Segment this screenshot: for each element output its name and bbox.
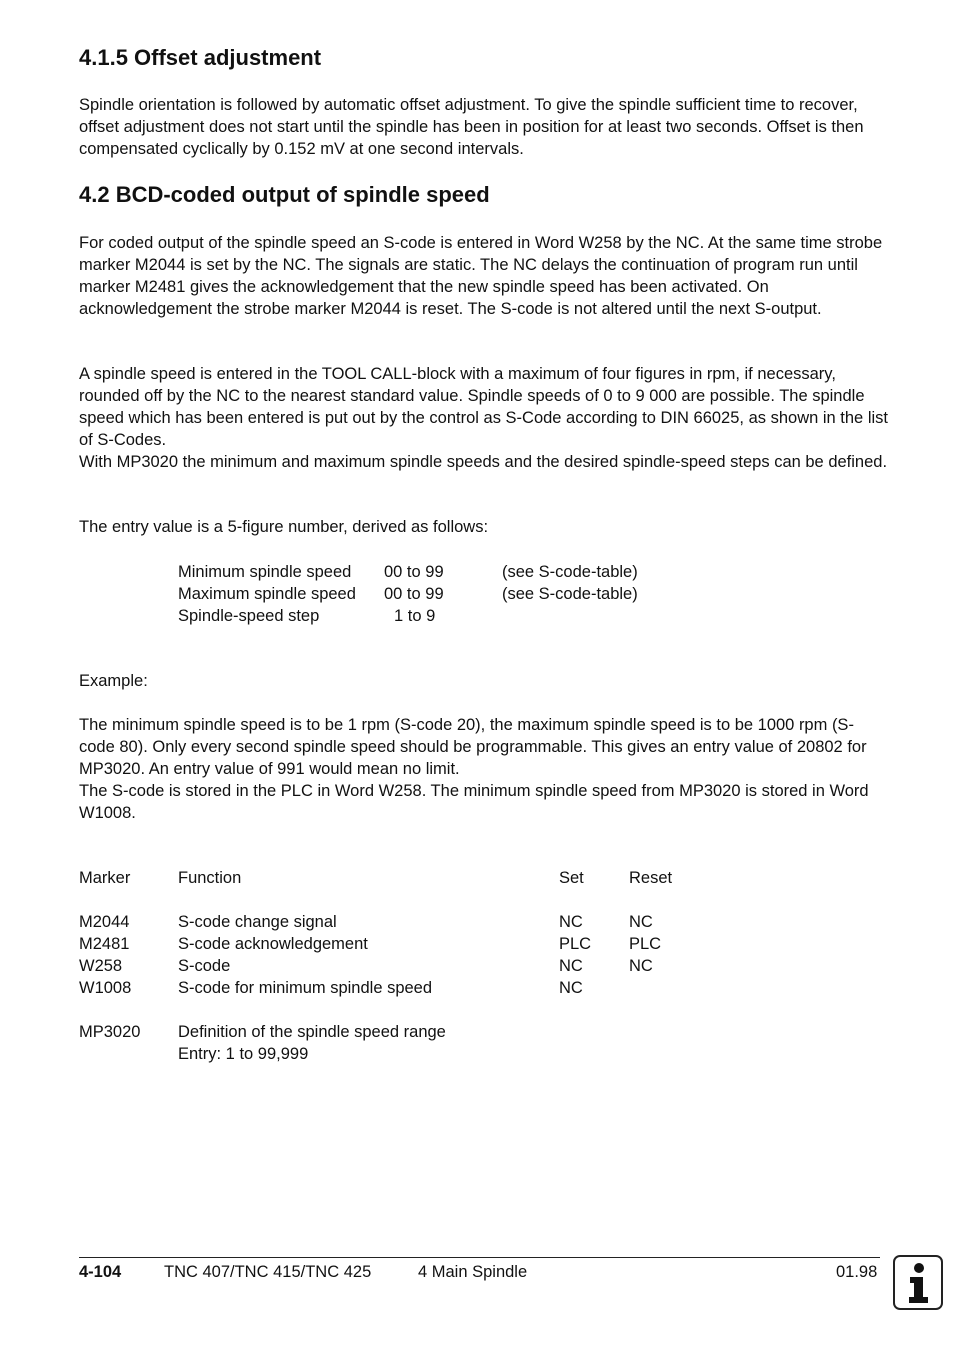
footer-chapter: 4 Main Spindle [418,1263,528,1281]
cell-set: PLC [559,935,592,953]
entry-range: 00 to 99 [384,563,444,581]
mp-marker: MP3020 [79,1023,141,1041]
cell-marker: M2044 [79,913,130,931]
mp-entry-range: Entry: 1 to 99,999 [178,1045,309,1063]
example-text-2: The S-code is stored in the PLC in Word W258. The minimum spindle speed from MP3020 is stored in Word W1008. [79,782,869,822]
heading-bcd-output: 4.2 BCD-coded output of spindle speed [79,182,490,207]
page-number: 4-104 [79,1263,122,1281]
entry-name: Minimum spindle speed [178,563,352,581]
cell-reset: NC [629,913,653,931]
entry-note: (see S-code-table) [502,563,638,581]
cell-function: S-code for minimum spindle speed [178,979,433,997]
cell-function: S-code [178,957,231,975]
bcd-paragraph-2: A spindle speed is entered in the TOOL CALL-block with a maximum of four figures in rpm, if necessary, rounded off by the NC to the nearest standard value. Spindle speeds of 0 to 9 000 are possible. The spindle speed which has been entered is put out by the control as S-Code according to DIN 66025, as shown in the list of S-Codes. [79,365,888,449]
info-icon [893,1255,943,1310]
header-marker: Marker [79,869,131,887]
entry-range: 00 to 99 [384,585,444,603]
cell-marker: M2481 [79,935,130,953]
header-function: Function [178,869,242,887]
cell-marker: W1008 [79,979,132,997]
footer-model: TNC 407/TNC 415/TNC 425 [164,1263,372,1281]
header-reset: Reset [629,869,673,887]
bcd-paragraph-4: The entry value is a 5-figure number, derived as follows: [79,518,489,536]
entry-range: 1 to 9 [394,607,436,625]
cell-reset: NC [629,957,653,975]
entry-name: Spindle-speed step [178,607,320,625]
entry-note: (see S-code-table) [502,585,638,603]
entry-name: Maximum spindle speed [178,585,356,603]
bcd-paragraph-1: For coded output of the spindle speed an S-code is entered in Word W258 by the NC. At the same time strobe marker M2044 is set by the NC. The signals are static. The NC delays the continuation of program run until marker M2481 gives the acknowledgement that the new spindle speed has been activated. On acknowledgement the strobe marker M2044 is reset. The S-code is not altered until the next S-output. [79,234,883,318]
cell-function: S-code change signal [178,913,337,931]
example-label: Example: [79,672,148,690]
cell-function: S-code acknowledgement [178,935,368,953]
example-text: The minimum spindle speed is to be 1 rpm (S-code 20), the maximum spindle speed is to be 1000 rpm (S-code 80). Only every second spindle speed should be programmable. This gives an entry value of 20802 for MP3020. An entry value of 991 would mean no limit. [79,716,867,778]
cell-set: NC [559,957,583,975]
mp-definition: Definition of the spindle speed range [178,1023,446,1041]
bcd-paragraph-3: With MP3020 the minimum and maximum spindle speeds and the desired spindle-speed steps can be defined. [79,453,888,471]
cell-reset: PLC [629,935,662,953]
heading-offset-adjustment: 4.1.5 Offset adjustment [79,45,322,70]
header-set: Set [559,869,584,887]
offset-adjustment-text: Spindle orientation is followed by automatic offset adjustment. To give the spindle sufficient time to recover, offset adjustment does not start until the spindle has been in position for at least two seconds. Offset is then compensated cyclically by 0.152 mV at one second intervals. [79,96,864,158]
cell-set: NC [559,913,583,931]
cell-marker: W258 [79,957,123,975]
cell-set: NC [559,979,583,997]
footer-divider [79,1257,880,1258]
footer-date: 01.98 [836,1263,878,1281]
